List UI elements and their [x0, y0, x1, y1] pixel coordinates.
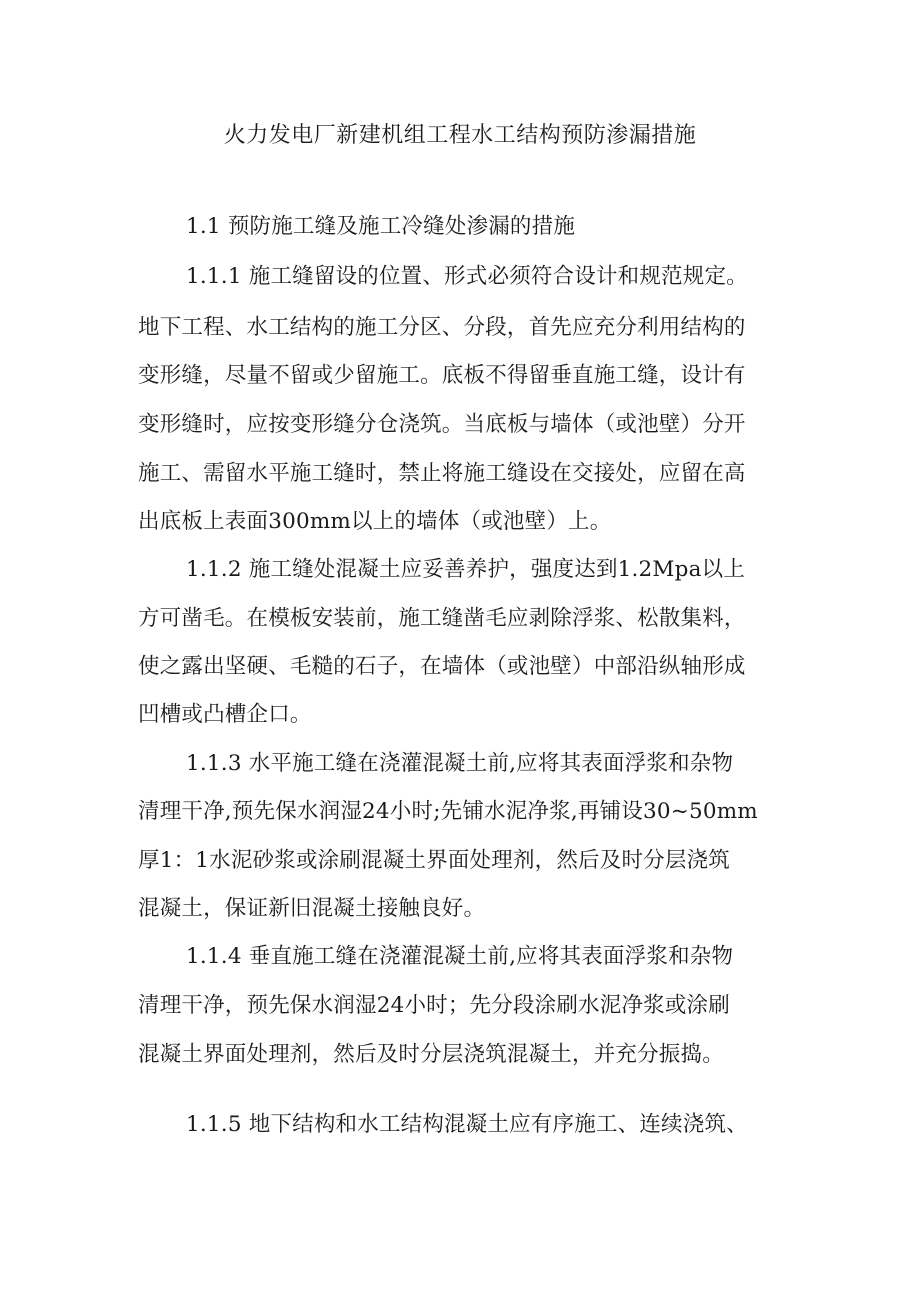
paragraph-1-1-1-line: 施工、需留水平施工缝时，禁止将施工缝设在交接处，应留在高	[138, 461, 746, 486]
paragraph-1-1-1-line: 地下工程、水工结构的施工分区、分段，首先应充分利用结构的	[138, 315, 746, 340]
paragraph-1-1-3-line: 清理干净,预先保水润湿24小时;先铺水泥净浆,再铺设30~50mm	[138, 799, 758, 824]
paragraph-1-1-3-line: 厚1：1水泥砂浆或涂刷混凝土界面处理剂，然后及时分层浇筑	[138, 848, 730, 873]
paragraph-1-1-4-line: 清理干净，预先保水润湿24小时；先分段涂刷水泥净浆或涂刷	[138, 993, 730, 1018]
paragraph-1-1-4-line: 1.1.4 垂直施工缝在浇灌混凝土前,应将其表面浮浆和杂物	[186, 944, 734, 969]
paragraph-1-1-1-line: 变形缝时，应按变形缝分仓浇筑。当底板与墙体（或池壁）分开	[138, 412, 746, 437]
paragraph-1-1-1-line: 1.1.1 施工缝留设的位置、形式必须符合设计和规范规定。	[186, 264, 748, 289]
paragraph-1-1-4-line: 混凝土界面处理剂，然后及时分层浇筑混凝土，并充分振捣。	[138, 1042, 724, 1067]
paragraph-1-1-1-line: 变形缝，尽量不留或少留施工。底板不得留垂直施工缝，设计有	[138, 363, 746, 388]
document-title: 火力发电厂新建机组工程水工结构预防渗漏措施	[223, 123, 697, 148]
paragraph-1-1-2-line: 1.1.2 施工缝处混凝土应妥善养护，强度达到1.2Mpa以上	[186, 557, 746, 582]
paragraph-1-1-3-line: 混凝土，保证新旧混凝土接触良好。	[138, 896, 486, 921]
paragraph-1-1-3-line: 1.1.3 水平施工缝在浇灌混凝土前,应将其表面浮浆和杂物	[186, 751, 734, 776]
section-heading: 1.1 预防施工缝及施工冷缝处渗漏的措施	[186, 214, 576, 239]
paragraph-1-1-2-line: 方可凿毛。在模板安装前，施工缝凿毛应剥除浮浆、松散集料，	[138, 606, 746, 631]
paragraph-1-1-5-line: 1.1.5 地下结构和水工结构混凝土应有序施工、连续浇筑、	[186, 1112, 748, 1137]
paragraph-1-1-2-line: 凹槽或凸槽企口。	[138, 702, 312, 727]
paragraph-1-1-2-line: 使之露出坚硬、毛糙的石子，在墙体（或池壁）中部沿纵轴形成	[138, 654, 746, 679]
paragraph-1-1-1-line: 出底板上表面300mm以上的墙体（或池壁）上。	[138, 509, 612, 534]
